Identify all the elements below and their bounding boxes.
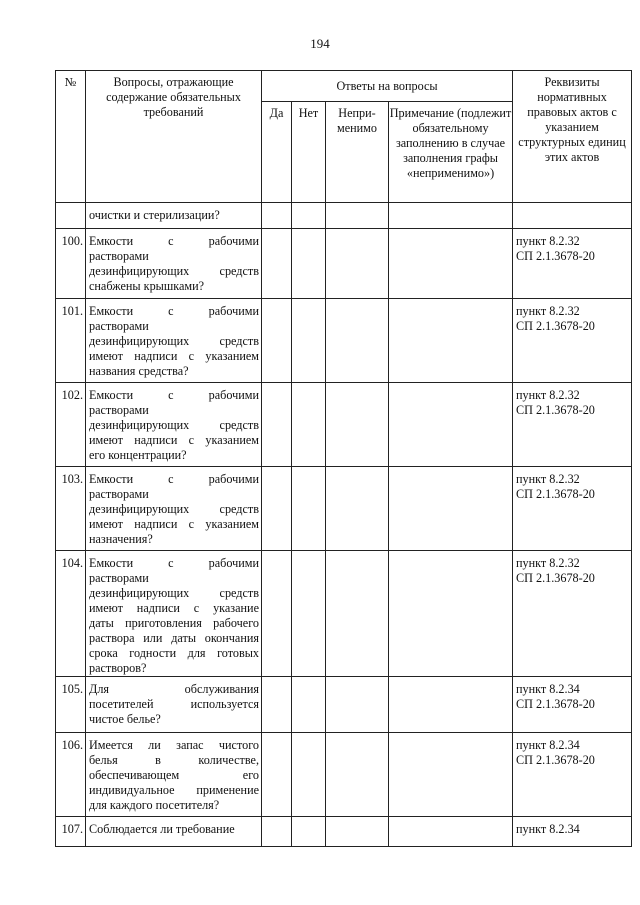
question-line: назначения? — [89, 532, 153, 546]
page-number: 194 — [310, 36, 330, 51]
question-text — [86, 467, 262, 551]
answer-note-cell[interactable] — [389, 467, 513, 551]
requisite-text — [513, 467, 632, 551]
answer-not-applicable-cell[interactable] — [326, 733, 389, 817]
question-line: белья в количестве, — [89, 753, 259, 767]
answer-no-cell[interactable] — [292, 677, 326, 733]
header-note: Примечание (подлежит обязательному заполнению в случае заполнения графы «неприменимо») — [389, 102, 513, 203]
question-line: имеют надписи с указанием — [89, 349, 259, 363]
answer-yes-cell[interactable] — [262, 467, 292, 551]
row-number: 106. — [56, 733, 86, 817]
question-line: индивидуальное применение — [89, 783, 259, 797]
row-number: 107. — [56, 817, 86, 847]
answer-no-cell[interactable] — [292, 299, 326, 383]
table-row — [56, 203, 632, 229]
answer-yes-cell[interactable] — [262, 551, 292, 677]
requisite-line: СП 2.1.3678-20 — [516, 403, 595, 417]
row-number: 103. — [56, 467, 86, 551]
question-line: даты приготовления рабочего — [89, 616, 259, 630]
table-row — [56, 677, 632, 733]
question-text — [86, 817, 262, 847]
question-line: дезинфицирующих средств — [89, 264, 259, 278]
requisite-line: пункт 8.2.32 — [516, 472, 580, 486]
requisite-text — [513, 299, 632, 383]
question-line: Емкости с рабочими — [89, 556, 259, 570]
answer-note-cell[interactable] — [389, 383, 513, 467]
table-row — [56, 733, 632, 817]
row-number: 105. — [56, 677, 86, 733]
header-number: № — [56, 71, 86, 203]
requisite-text — [513, 817, 632, 847]
checklist-table — [55, 70, 632, 847]
requisite-text — [513, 383, 632, 467]
answer-no-cell[interactable] — [292, 817, 326, 847]
requisite-line: СП 2.1.3678-20 — [516, 319, 595, 333]
question-line: для каждого посетителя? — [89, 798, 220, 812]
answer-note-cell[interactable] — [389, 733, 513, 817]
answer-yes-cell[interactable] — [262, 677, 292, 733]
answer-yes-cell[interactable] — [262, 299, 292, 383]
question-line: Соблюдается ли требование — [89, 822, 235, 836]
question-line: обеспечивающем его — [89, 768, 259, 782]
requisite-text — [513, 203, 632, 229]
requisite-line: пункт 8.2.32 — [516, 388, 580, 402]
answer-yes-cell[interactable] — [262, 229, 292, 299]
requisite-line: СП 2.1.3678-20 — [516, 697, 595, 711]
requisite-line: пункт 8.2.32 — [516, 234, 580, 248]
answer-note-cell[interactable] — [389, 551, 513, 677]
question-line: растворами — [89, 319, 149, 333]
table-row — [56, 299, 632, 383]
question-text — [86, 203, 262, 229]
header-not-applicable: Непри- менимо — [326, 102, 389, 203]
requisite-line: пункт 8.2.34 — [516, 738, 580, 752]
question-line: растворами — [89, 571, 149, 585]
answer-note-cell[interactable] — [389, 677, 513, 733]
answer-no-cell[interactable] — [292, 551, 326, 677]
table-row — [56, 383, 632, 467]
requisite-line: СП 2.1.3678-20 — [516, 487, 595, 501]
requisite-line: СП 2.1.3678-20 — [516, 249, 595, 263]
header-question: Вопросы, отражающие содержание обязательных требований — [86, 71, 262, 203]
question-line: Емкости с рабочими — [89, 388, 259, 402]
question-line: очистки и стерилизации? — [89, 208, 220, 222]
header-answers: Ответы на вопросы — [262, 71, 513, 102]
table-row — [56, 467, 632, 551]
header-requisites: Реквизиты нормативных правовых актов с указанием структурных единиц этих актов — [513, 71, 632, 203]
question-line: имеют надписи с указанием — [89, 433, 259, 447]
header-yes: Да — [262, 102, 292, 203]
requisite-line: СП 2.1.3678-20 — [516, 571, 595, 585]
question-line: чистое белье? — [89, 712, 161, 726]
question-line: имеют надписи с указание — [89, 601, 259, 615]
requisite-text — [513, 733, 632, 817]
answer-note-cell[interactable] — [389, 817, 513, 847]
requisite-line: пункт 8.2.34 — [516, 822, 580, 836]
question-line: дезинфицирующих средств — [89, 586, 259, 600]
answer-not-applicable-cell[interactable] — [326, 677, 389, 733]
answer-no-cell[interactable] — [292, 467, 326, 551]
question-text — [86, 551, 262, 677]
answer-not-applicable-cell[interactable] — [326, 383, 389, 467]
answer-note-cell[interactable] — [389, 229, 513, 299]
answer-no-cell[interactable] — [292, 229, 326, 299]
requisite-line: СП 2.1.3678-20 — [516, 753, 595, 767]
question-line: имеют надписи с указанием — [89, 517, 259, 531]
requisite-line: пункт 8.2.34 — [516, 682, 580, 696]
answer-yes-cell[interactable] — [262, 733, 292, 817]
question-line: раствора или даты окончания — [89, 631, 259, 645]
answer-note-cell[interactable] — [389, 299, 513, 383]
question-line: Для обслуживания — [89, 682, 259, 696]
question-line: его концентрации? — [89, 448, 187, 462]
header-no: Нет — [292, 102, 326, 203]
table-row — [56, 817, 632, 847]
question-line: дезинфицирующих средств — [89, 334, 259, 348]
question-line: Имеется ли запас чистого — [89, 738, 259, 752]
question-line: снабжены крышками? — [89, 279, 205, 293]
question-line: Емкости с рабочими — [89, 472, 259, 486]
answer-not-applicable-cell[interactable] — [326, 551, 389, 677]
answer-not-applicable-cell[interactable] — [326, 817, 389, 847]
requisite-line: пункт 8.2.32 — [516, 556, 580, 570]
question-line: срока годности для готовых — [89, 646, 259, 660]
question-text — [86, 733, 262, 817]
row-number: 100. — [56, 229, 86, 299]
answer-yes-cell[interactable] — [262, 203, 292, 229]
requisite-text — [513, 229, 632, 299]
row-number: 101. — [56, 299, 86, 383]
question-line: растворов? — [89, 661, 147, 675]
question-line: растворами — [89, 249, 149, 263]
table-row — [56, 551, 632, 677]
question-line: названия средства? — [89, 364, 189, 378]
question-text — [86, 299, 262, 383]
requisite-line: пункт 8.2.32 — [516, 304, 580, 318]
answer-no-cell[interactable] — [292, 383, 326, 467]
question-line: дезинфицирующих средств — [89, 502, 259, 516]
answer-yes-cell[interactable] — [262, 383, 292, 467]
question-line: дезинфицирующих средств — [89, 418, 259, 432]
question-line: Емкости с рабочими — [89, 304, 259, 318]
requisite-text — [513, 677, 632, 733]
requisite-text — [513, 551, 632, 677]
answer-no-cell[interactable] — [292, 203, 326, 229]
answer-no-cell[interactable] — [292, 733, 326, 817]
question-line: растворами — [89, 487, 149, 501]
question-text — [86, 677, 262, 733]
question-line: посетителей используется — [89, 697, 259, 711]
question-text — [86, 229, 262, 299]
answer-not-applicable-cell[interactable] — [326, 229, 389, 299]
question-line: растворами — [89, 403, 149, 417]
table-row — [56, 229, 632, 299]
answer-not-applicable-cell[interactable] — [326, 299, 389, 383]
row-number: 104. — [56, 551, 86, 677]
answer-yes-cell[interactable] — [262, 817, 292, 847]
answer-not-applicable-cell[interactable] — [326, 467, 389, 551]
row-number: 102. — [56, 383, 86, 467]
answer-note-cell[interactable] — [389, 203, 513, 229]
answer-not-applicable-cell[interactable] — [326, 203, 389, 229]
row-number — [56, 203, 86, 229]
question-text — [86, 383, 262, 467]
question-line: Емкости с рабочими — [89, 234, 259, 248]
